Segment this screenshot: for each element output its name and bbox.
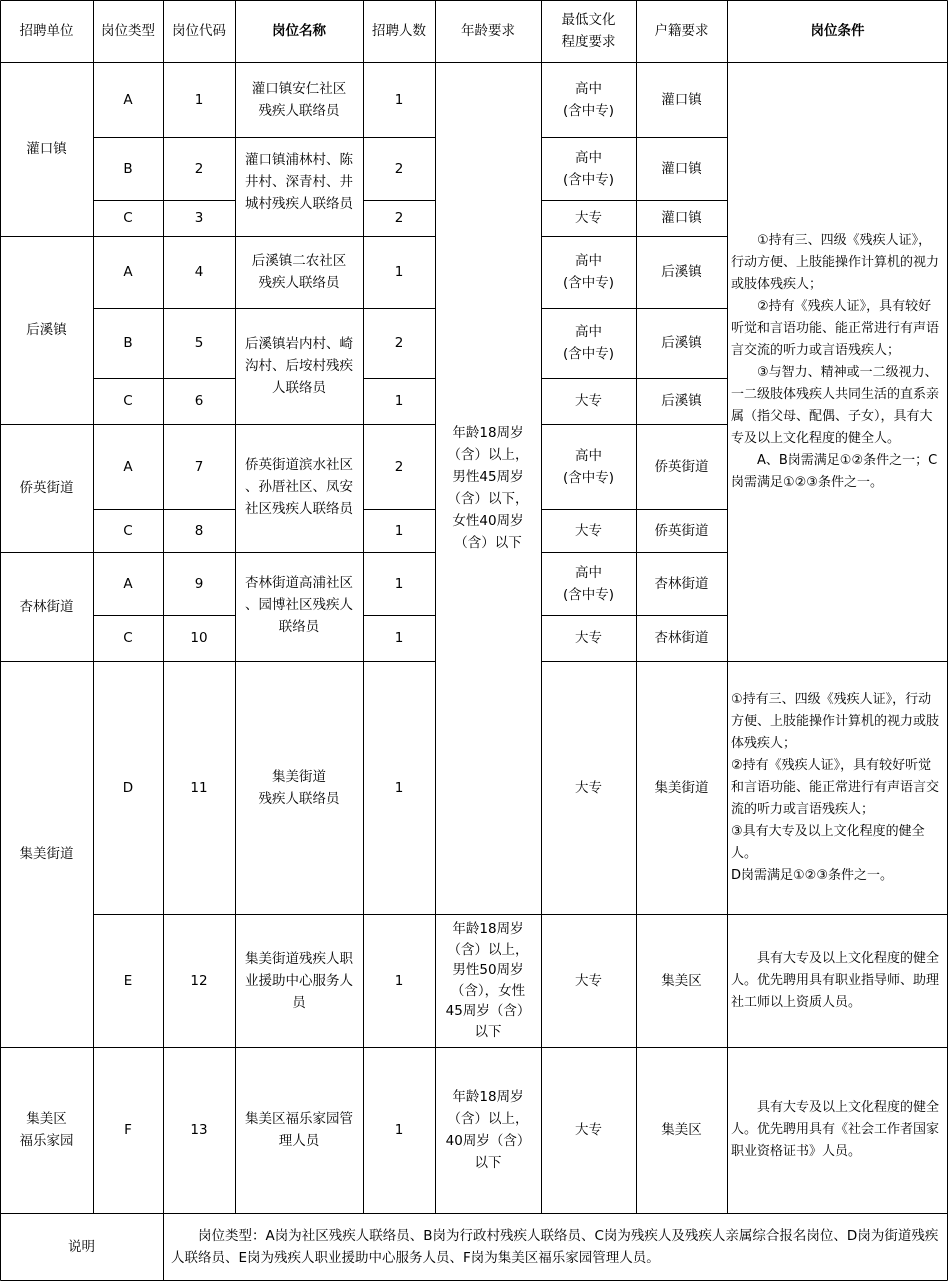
education-cell: 高中 (含中专) [562,324,615,362]
count-cell: 2 [394,160,404,177]
type-cell: A [123,458,133,475]
position-name-cell: 杏林街道高浦社区 、园博社区残疾人 联络员 [245,575,353,635]
unit-cell: 灌口镇 [26,141,67,157]
count-cell: 2 [394,335,404,351]
age-cell: 年龄18周岁 （含）以上， 男性45周岁 （含）以下， 女性40周岁 （含）以下 [447,425,529,551]
note-text: 岗位类型：A岗为社区残疾人联络员、B岗为行政村残疾人联络员、C岗为残疾人及残疾人亲属综合报名岗位、D岗为街道残疾人联络员、E岗为残疾人职业援助中心服务人员、F岗为集美区福乐家园管理人员。 [171,1228,939,1266]
count-cell: 1 [394,1122,404,1138]
type-cell: B [123,335,133,351]
conditions-cell: 具有大专及以上文化程度的健全人。优先聘用具有《社会工作者国家职业资格证书》人员。 [731,1100,940,1159]
count-cell: 1 [394,779,404,796]
education-cell: 大专 [575,210,602,226]
code-cell: 3 [194,210,204,226]
hukou-cell: 侨英街道 [654,522,709,539]
code-cell: 10 [190,630,208,646]
hukou-cell: 灌口镇 [661,160,702,177]
hukou-cell: 集美区 [661,1122,702,1138]
type-cell: E [123,972,133,989]
position-name-cell: 灌口镇安仁社区 残疾人联络员 [251,80,347,119]
age-cell: 年龄18周岁 （含）以上， 40周岁（含） 以下 [445,1089,531,1171]
unit-cell: 集美区 福乐家园 [19,1111,74,1149]
type-cell: F [124,1122,132,1138]
education-cell: 大专 [575,779,602,796]
header-unit: 招聘单位 [19,23,74,39]
count-cell: 1 [394,972,404,989]
unit-cell: 侨英街道 [19,480,74,496]
position-name-cell: 集美街道 残疾人联络员 [258,768,340,807]
code-cell: 13 [190,1122,208,1138]
unit-cell: 集美街道 [19,846,74,862]
hukou-cell: 灌口镇 [661,210,702,226]
header-code: 岗位代码 [172,23,226,39]
education-cell: 高中 (含中专) [562,447,615,486]
header-age: 年龄要求 [461,23,515,39]
header-conditions: 岗位条件 [810,23,865,39]
count-cell: 1 [394,575,404,592]
type-cell: A [123,264,133,280]
count-cell: 1 [394,264,404,280]
note-label: 说明 [68,1239,95,1255]
hukou-cell: 侨英街道 [654,458,709,475]
hukou-cell: 后溪镇 [661,335,702,351]
education-cell: 大专 [575,1122,602,1138]
position-name-cell: 集美区福乐家园管 理人员 [245,1111,353,1149]
code-cell: 9 [194,575,204,592]
count-cell: 1 [394,393,404,409]
count-cell: 1 [394,91,404,108]
code-cell: 8 [194,522,204,539]
header-type: 岗位类型 [101,23,155,39]
header-count: 招聘人数 [372,23,426,39]
unit-cell: 杏林街道 [19,598,74,615]
position-name-cell: 灌口镇浦林村、陈 井村、深青村、井 城村残疾人联络员 [245,152,353,212]
code-cell: 6 [194,393,204,409]
code-cell: 12 [190,972,208,989]
code-cell: 11 [190,779,208,796]
education-cell: 大专 [575,630,602,646]
hukou-cell: 集美街道 [654,779,709,796]
hukou-cell: 集美区 [661,972,702,989]
position-name-cell: 集美街道残疾人职 业援助中心服务人 员 [245,950,353,1011]
education-cell: 高中 (含中专) [562,149,615,188]
type-cell: A [123,575,133,592]
code-cell: 4 [194,264,204,280]
type-cell: B [123,160,133,177]
position-name-cell: 后溪镇二农社区 残疾人联络员 [251,253,347,291]
type-cell: C [123,210,133,226]
count-cell: 2 [394,458,404,475]
conditions-cell: 具有大专及以上文化程度的健全人。优先聘用具有职业指导师、助理社工师以上资质人员。 [731,950,940,1010]
position-name-cell: 后溪镇岩内村、崎 沟村、后垵村残疾 人联络员 [245,336,353,396]
education-cell: 大专 [575,522,602,539]
code-cell: 1 [194,91,204,108]
education-cell: 高中 (含中专) [562,564,615,603]
education-cell: 大专 [575,393,602,409]
code-cell: 5 [194,335,204,351]
count-cell: 2 [394,210,404,226]
unit-cell: 后溪镇 [26,322,67,338]
age-cell: 年龄18周岁 （含）以上， 男性50周岁 （含），女性 45周岁（含） 以下 [445,921,531,1040]
hukou-cell: 后溪镇 [661,393,702,409]
type-cell: C [123,393,133,409]
education-cell: 大专 [575,972,602,989]
type-cell: A [123,91,133,108]
conditions-cell: ①持有三、四级《残疾人证》，行动方便、上肢能操作计算机的视力或肢体残疾人； ②持有《残疾人证》，具有较好听觉和言语功能、能正常进行有声语言交流的听力或言语残疾人； ③与智力、精神或一二级视力、一二级肢体残疾人共同生活的直系亲属（指父母、配偶、子女），具有大专及以上文化程度的健全人。 A、B岗需满足①②条件之一；C岗需满足①②③条件之一。 [731,232,940,490]
hukou-cell: 杏林街道 [654,630,709,646]
hukou-cell: 杏林街道 [654,575,709,592]
header-hukou: 户籍要求 [654,23,709,39]
position-name-cell: 侨英街道滨水社区 、孙厝社区、凤安 社区残疾人联络员 [245,457,353,517]
hukou-cell: 后溪镇 [661,264,702,280]
header-education: 最低文化 程度要求 [561,12,616,50]
count-cell: 1 [394,630,404,646]
type-cell: C [123,522,133,539]
hukou-cell: 灌口镇 [661,91,702,108]
header-name: 岗位名称 [272,23,326,39]
type-cell: D [122,779,134,796]
education-cell: 高中 (含中专) [562,80,615,119]
education-cell: 高中 (含中专) [562,253,615,291]
code-cell: 2 [194,160,204,177]
count-cell: 1 [394,522,404,539]
code-cell: 7 [194,458,204,475]
type-cell: C [123,630,133,646]
conditions-cell: ①持有三、四级《残疾人证》，行动方便、上肢能操作计算机的视力或肢体残疾人； ②持有《残疾人证》，具有较好听觉和言语功能、能正常进行有声语言交流的听力或言语残疾人； ③具有大专及以上文化程度的健全人。 D岗需满足①②③条件之一。 [731,691,940,883]
